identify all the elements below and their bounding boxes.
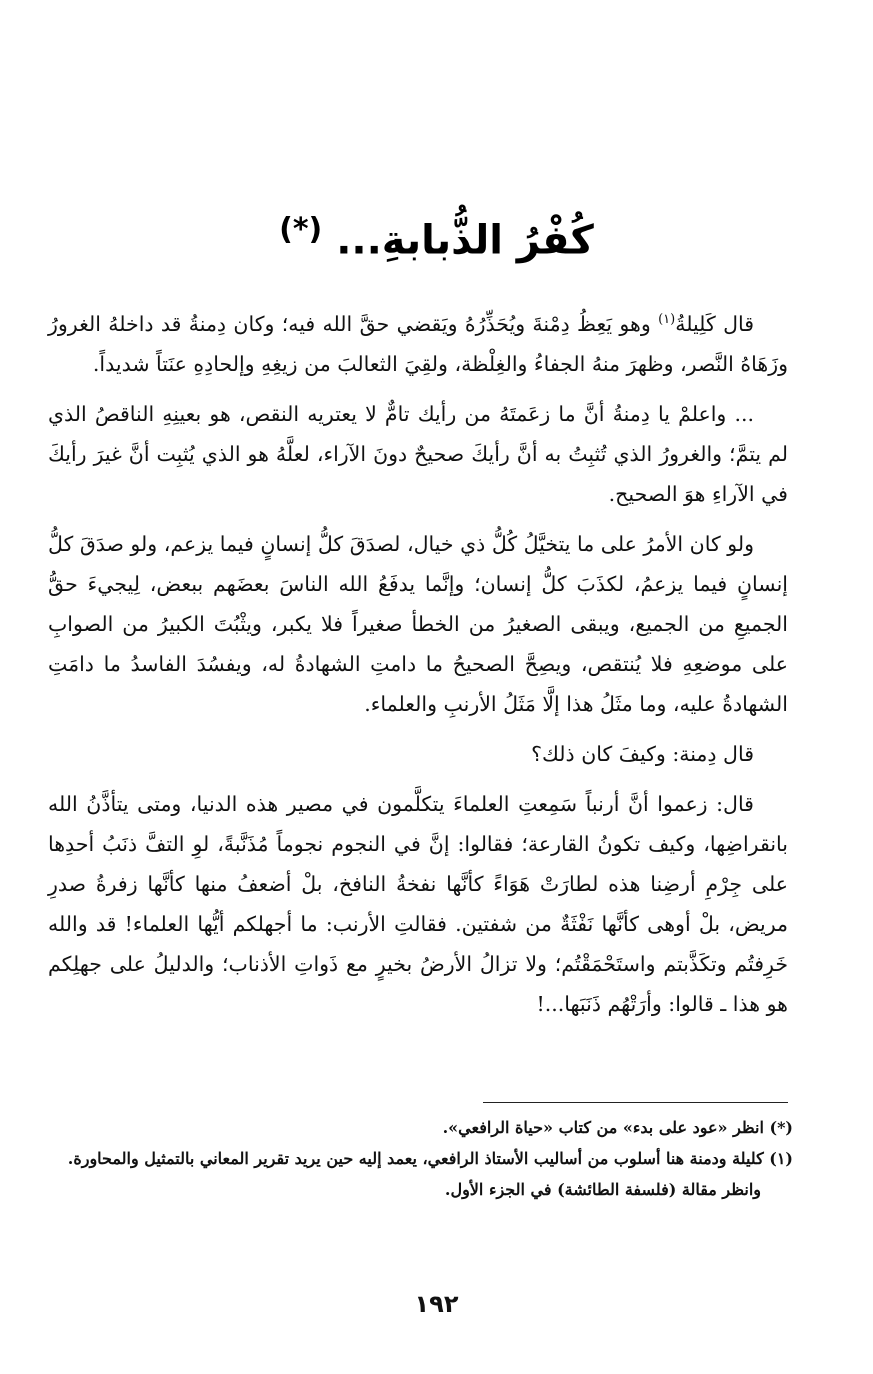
paragraph-3: ولو كان الأمرُ على ما يتخيَّلُ كُلُّ ذي خيال، لصدَقَ كلُّ إنسانٍ فيما يزعم، ولو صدَقَ كلُّ إنسانٍ فيما يزعمُ، لكذَبَ كلُّ إنسان؛ وإنَّما يدفَعُ الله الناسَ بعضَهم ببعض، لِيجيءَ حقُّ الجميعِ من الجميع، ويبقى الصغيرُ من الخطأ صغيراً فلا يكبر، ويثْبُتَ الكبيرُ من الصوابِ على موضعِهِ فلا يُنتقص، ويصِحَّ الصحيحُ ما دامتِ الشهادةُ له، ويفسُدَ الفاسدُ ما دامَتِ الشهادةُ عليه، وما مثَلُ هذا إلَّا مَثَلُ الأرنبِ والعلماء. xyxy=(48,532,788,716)
footnotes xyxy=(48,1112,793,1205)
paragraph-2: ... واعلمْ يا دِمنةُ أنَّ ما زعَمتَهُ من رأيك تامٌّ لا يعتريه النقص، هو بعينِهِ الناقصُ الذي لم يتمَّ؛ والغرورُ الذي تُثبِتُ به أنَّ رأيكَ صحيحٌ دونَ الآراء، لعلَّهُ هو الذي يُثبِت أنَّ غيرَ رأيكَ في الآراءِ هوَ الصحيح. xyxy=(48,402,788,506)
title-text: كُفْرُ الذُّبابةِ... xyxy=(336,217,594,264)
footnote-1: (١) كليلة ودمنة هنا أسلوب من أساليب الأستاذ الرافعي، يعمد إليه حين يريد تقرير المعاني بالتمثيل والمحاورة. xyxy=(67,1149,793,1168)
footnote-divider xyxy=(483,1102,788,1103)
paragraph-1-start: قال كَلِيلةُ xyxy=(675,312,755,336)
footnote-ref-1: (١) xyxy=(658,312,676,328)
paragraph-4: قال دِمنة: وكيفَ كان ذلك؟ xyxy=(531,742,754,766)
title-footnote-mark: (*) xyxy=(279,212,323,247)
page-number: ١٩٢ xyxy=(414,1290,459,1318)
paragraph-5: قال: زعموا أنَّ أرنباً سَمِعتِ العلماءَ يتكلَّمون في مصير هذه الدنيا، ومتى يتأذَّنُ الله بانقراضِها، وكيف تكونُ القارعة؛ فقالوا: إنَّ في النجوم نجوماً مُذَنَّبةً، لوِ التفَّ ذنَبُ أحدِها على جِرْمِ أرضِنا هذه لطارَتْ هَوَاءً كأنَّها نفخةُ النافخ، بلْ أضعفُ منها كأنَّها زفرةُ صدرِ مريض، بلْ أوهى كأنَّها نَفْثَةٌ من شفتين. فقالتِ الأرنب: ما أجهلكم أيُّها العلماء! قد والله خَرِفتُم وتكَذَّبتم واستَحْمَقْتُم؛ ولا تزالُ الأرضُ بخيرٍ مع ذَواتِ الأذناب؛ والدليلُ على جهلِكم هو هذا ـ قالوا: وأرَتْهُم ذَنَبَها...! xyxy=(48,792,788,1016)
body-text xyxy=(48,304,788,1024)
paragraph-1-rest: وهو يَعِظُ دِمْنةَ ويُحَذِّرُهُ ويَقضي حقَّ الله فيه؛ وكان دِمنةُ قد داخلهُ الغرورُ وزَهَاهُ النَّصر، وظهرَ منهُ الجفاءُ والغِلْظة، ولقِيَ الثعالبَ من زيغِهِ وإلحادِهِ عنَتاً شديداً. xyxy=(48,312,788,376)
paragraph-1 xyxy=(48,304,788,384)
footnote-star: (*) انظر «عود على بدء» من كتاب «حياة الرافعي». xyxy=(442,1118,793,1137)
footnote-1-continued: وانظر مقالة (فلسفة الطائشة) في الجزء الأول. xyxy=(444,1180,761,1199)
page-title xyxy=(0,200,873,270)
